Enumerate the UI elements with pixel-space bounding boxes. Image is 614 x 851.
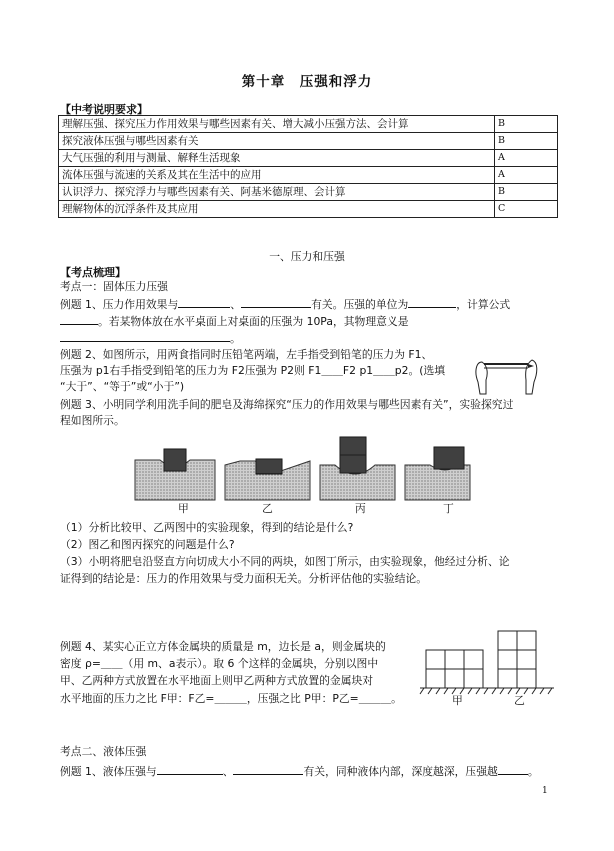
example-3-question-2: （2）图乙和图丙探究的问题是什么? [60,538,235,551]
requirement-text: 探究液体压强与哪些因素有关 [59,133,495,150]
requirement-level: C [495,201,558,218]
requirement-row [59,167,558,184]
points-heading: 【考点梳理】 [60,266,126,279]
requirement-row [59,150,558,167]
point-one-heading: 考点一：固体压力压强 [60,280,168,293]
figure-label-bing: 丙 [355,502,366,515]
requirement-text: 理解压强、探究压力作用效果与哪些因素有关、增大减小压强方法、会计算 [59,116,495,133]
pencil-pressed-fingers-figure [470,342,540,397]
example-4-line-4: 水平地面的压力之比 F甲：F乙=＿＿＿，压强之比 P甲：P乙=＿＿＿。 [60,692,402,705]
example-3-line-1: 例题 3、小明同学利用洗手间的肥皂及海绵探究“压力的作用效果与哪些因素有关”，实验探究过 [60,398,514,411]
example-2-line-1: 例题 2、如图所示，用两食指同时压铅笔两端，左手指受到铅笔的压力为 F1、 [60,348,433,361]
requirement-text: 认识浮力、探究浮力与哪些因素有关、阿基米德原理、会计算 [59,184,495,201]
figure-label-yi: 乙 [262,502,273,515]
blocks-label-yi: 乙 [514,694,525,707]
example-1-line-3: 。 [60,330,241,346]
requirement-level: A [495,150,558,167]
requirement-level: B [495,184,558,201]
requirement-level: B [495,116,558,133]
figure-label-jia: 甲 [178,502,189,515]
example-1-line-1: 例题 1、压力作用效果与 、 有关。压强的单位为 ，计算公式 [60,298,511,311]
example-3-question-3a: （3）小明将肥皂沿竖直方向切成大小不同的两块，如图丁所示，由实验现象，他经过分析、论 [60,555,510,568]
requirement-text: 大气压强的利用与测量、解释生活现象 [59,150,495,167]
requirement-row [59,116,558,133]
example-2-line-2: 压强为 p1右手指受到铅笔的压力为 F2压强为 P2则 F1＿＿F2 p1＿＿p2。(选填 [60,364,446,377]
page-number: 1 [542,786,548,796]
blocks-label-jia: 甲 [452,694,463,707]
example-4-line-1: 例题 4、某实心正立方体金属块的质量是 m，边长是 a，则金属块的 [60,640,386,653]
section-heading: 一、压力和压强 [269,250,345,263]
requirements-heading: 【中考说明要求】 [60,103,148,116]
requirement-text: 流体压强与流速的关系及其在生活中的应用 [59,167,495,184]
point-two-heading: 考点二、液体压强 [60,745,147,758]
example-4-line-3: 甲、乙两种方式放置在水平地面上则甲乙两种方式放置的金属块对 [60,674,374,687]
example-1-line-2: 。若某物体放在水平桌面上对桌面的压强为 10Pa，其物理意义是 [60,313,409,329]
requirement-row [59,133,558,150]
example-3-question-1: （1）分析比较甲、乙两图中的实验现象，得到的结论是什么? [60,521,354,534]
requirement-row [59,184,558,201]
figure-label-ding: 丁 [443,502,454,515]
requirements-table [58,115,558,218]
example-3-line-2: 程如图所示。 [60,414,125,427]
metal-blocks-figure [418,625,558,695]
requirement-level: A [495,167,558,184]
chapter-title: 第十章 压强和浮力 [241,74,373,90]
example-liquid-line-1: 例题 1、液体压强与 、 有关，同种液体内部，深度越深，压强越 。 [60,765,539,778]
example-2-line-3: “大于”、“等于”或“小于”) [60,380,185,393]
example-4-line-2: 密度 ρ=＿＿（用 m、a表示）。取 6 个这样的金属块，分别以图中 [60,657,379,670]
example-3-question-3b: 证得到的结论是：压力的作用效果与受力面积无关。分析评估他的实验结论。 [60,572,428,585]
requirement-row [59,201,558,218]
requirement-level: B [495,133,558,150]
requirement-text: 理解物体的沉浮条件及其应用 [59,201,495,218]
